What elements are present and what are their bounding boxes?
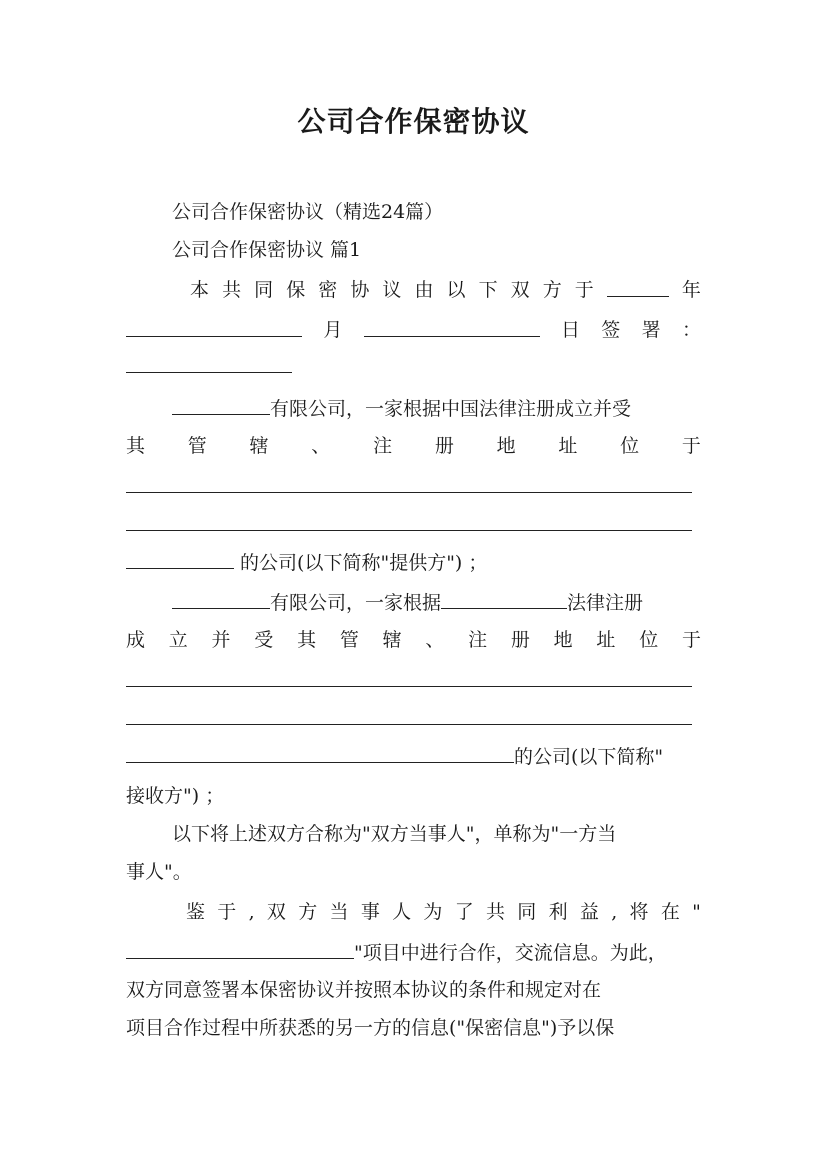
intro-char: 以 — [446, 279, 466, 301]
year-blank — [607, 278, 669, 297]
whereas-char: 鉴 — [186, 901, 206, 923]
whereas-char: 在 — [660, 901, 680, 923]
party2-address-blank-1 — [126, 686, 692, 687]
whereas-char: 将 — [629, 901, 649, 923]
party1-char: 管 — [187, 435, 207, 457]
party1-address-blank-1 — [126, 492, 692, 493]
intro-char: 保 — [286, 279, 306, 301]
party1-name-blank — [172, 396, 270, 415]
intro-line-1 — [190, 278, 701, 302]
intro-char: 下 — [478, 279, 498, 301]
intro-char: 共 — [222, 279, 242, 301]
whereas-text: "项目中进行合作，交流信息。为此， — [354, 942, 667, 964]
sign-char: 签 — [601, 319, 621, 341]
whereas-char: 为 — [423, 901, 443, 923]
party1-char: 位 — [620, 435, 640, 457]
signatory-blank — [126, 372, 292, 373]
whereas-char: 了 — [454, 901, 474, 923]
party2-char: 于 — [681, 629, 701, 651]
party2-char: 位 — [639, 629, 659, 651]
party2-tail: 的公司(以下简称" — [514, 746, 664, 768]
party2-char: 址 — [596, 629, 616, 651]
whereas-char: 双 — [266, 901, 286, 923]
party1-char: 址 — [558, 435, 578, 457]
party2-char: 辖 — [382, 629, 402, 651]
colon-char: ： — [681, 319, 701, 341]
month-blank — [126, 318, 302, 337]
whereas-char: 当 — [329, 901, 349, 923]
month-label: 月 — [323, 319, 343, 341]
year-label: 年 — [681, 279, 701, 301]
party2-line-5 — [126, 744, 701, 769]
party2-text: 有限公司，一家根据 — [270, 592, 442, 614]
whereas-char: 事 — [360, 901, 380, 923]
intro-char: 于 — [574, 279, 594, 301]
party2-char: 立 — [168, 629, 188, 651]
whereas-char: " — [692, 901, 701, 923]
intro-char: 协 — [350, 279, 370, 301]
party2-line-6: 接收方") ； — [126, 785, 225, 807]
party2-char: 其 — [297, 629, 317, 651]
intro-char: 方 — [542, 279, 562, 301]
party1-address-blank-3 — [126, 550, 234, 569]
section-heading: 公司合作保密协议 篇1 — [172, 239, 362, 261]
party1-address-blank-2 — [126, 530, 692, 531]
party1-line-5 — [126, 550, 701, 575]
party2-char: 并 — [211, 629, 231, 651]
party1-text: 有限公司，一家根据中国法律注册成立并受 — [270, 398, 632, 420]
whereas-line-4: 项目合作过程中所获悉的另一方的信息("保密信息")予以保 — [126, 1017, 615, 1039]
whereas-char: 方 — [298, 901, 318, 923]
party2-char: 成 — [126, 629, 146, 651]
party2-text: 法律注册 — [567, 592, 644, 614]
party2-char: 册 — [510, 629, 530, 651]
whereas-char: 共 — [486, 901, 506, 923]
party1-char: 地 — [496, 435, 516, 457]
day-label: 日 — [560, 319, 580, 341]
project-name-blank — [126, 940, 354, 959]
party2-char: 、 — [425, 629, 445, 651]
party2-char: 受 — [254, 629, 274, 651]
day-blank — [364, 318, 540, 337]
intro-char: 密 — [318, 279, 338, 301]
intro-line-2 — [126, 318, 701, 342]
party1-line-1 — [172, 396, 701, 421]
intro-char: 议 — [382, 279, 402, 301]
party2-address-blank-3 — [126, 744, 514, 763]
party1-char: 注 — [373, 435, 393, 457]
both-line-1: 以下将上述双方合称为"双方当事人"，单称为"一方当 — [172, 823, 617, 845]
party2-char: 注 — [468, 629, 488, 651]
party2-line-2 — [126, 628, 701, 652]
party2-country-blank — [441, 590, 567, 609]
document-title: 公司合作保密协议 — [297, 105, 530, 138]
whereas-char: , — [248, 901, 255, 923]
party1-char: 、 — [311, 435, 331, 457]
whereas-char: 利 — [548, 901, 568, 923]
party2-line-1 — [172, 590, 701, 615]
whereas-char: 于 — [217, 901, 237, 923]
document-subtitle: 公司合作保密协议（精选24篇） — [172, 201, 444, 223]
party1-char: 于 — [681, 435, 701, 457]
whereas-char: 人 — [392, 901, 412, 923]
intro-char: 本 — [190, 279, 210, 301]
whereas-line-1 — [186, 900, 701, 924]
whereas-line-3: 双方同意签署本保密协议并按照本协议的条件和规定对在 — [126, 979, 602, 1001]
party1-char: 其 — [126, 435, 146, 457]
intro-char: 双 — [510, 279, 530, 301]
whereas-char: , — [611, 901, 618, 923]
sign-char: 署 — [641, 319, 661, 341]
party2-char: 地 — [553, 629, 573, 651]
party1-char: 册 — [434, 435, 454, 457]
whereas-char: 同 — [517, 901, 537, 923]
party2-name-blank — [172, 590, 270, 609]
party1-char: 辖 — [249, 435, 269, 457]
party1-line-2 — [126, 434, 701, 458]
party2-address-blank-2 — [126, 724, 692, 725]
both-line-2: 事人"。 — [126, 861, 192, 883]
party1-tail: 的公司(以下简称"提供方") ； — [234, 552, 488, 574]
intro-char: 同 — [254, 279, 274, 301]
intro-char: 由 — [414, 279, 434, 301]
whereas-line-2 — [126, 940, 701, 965]
party2-char: 管 — [339, 629, 359, 651]
whereas-char: 益 — [579, 901, 599, 923]
